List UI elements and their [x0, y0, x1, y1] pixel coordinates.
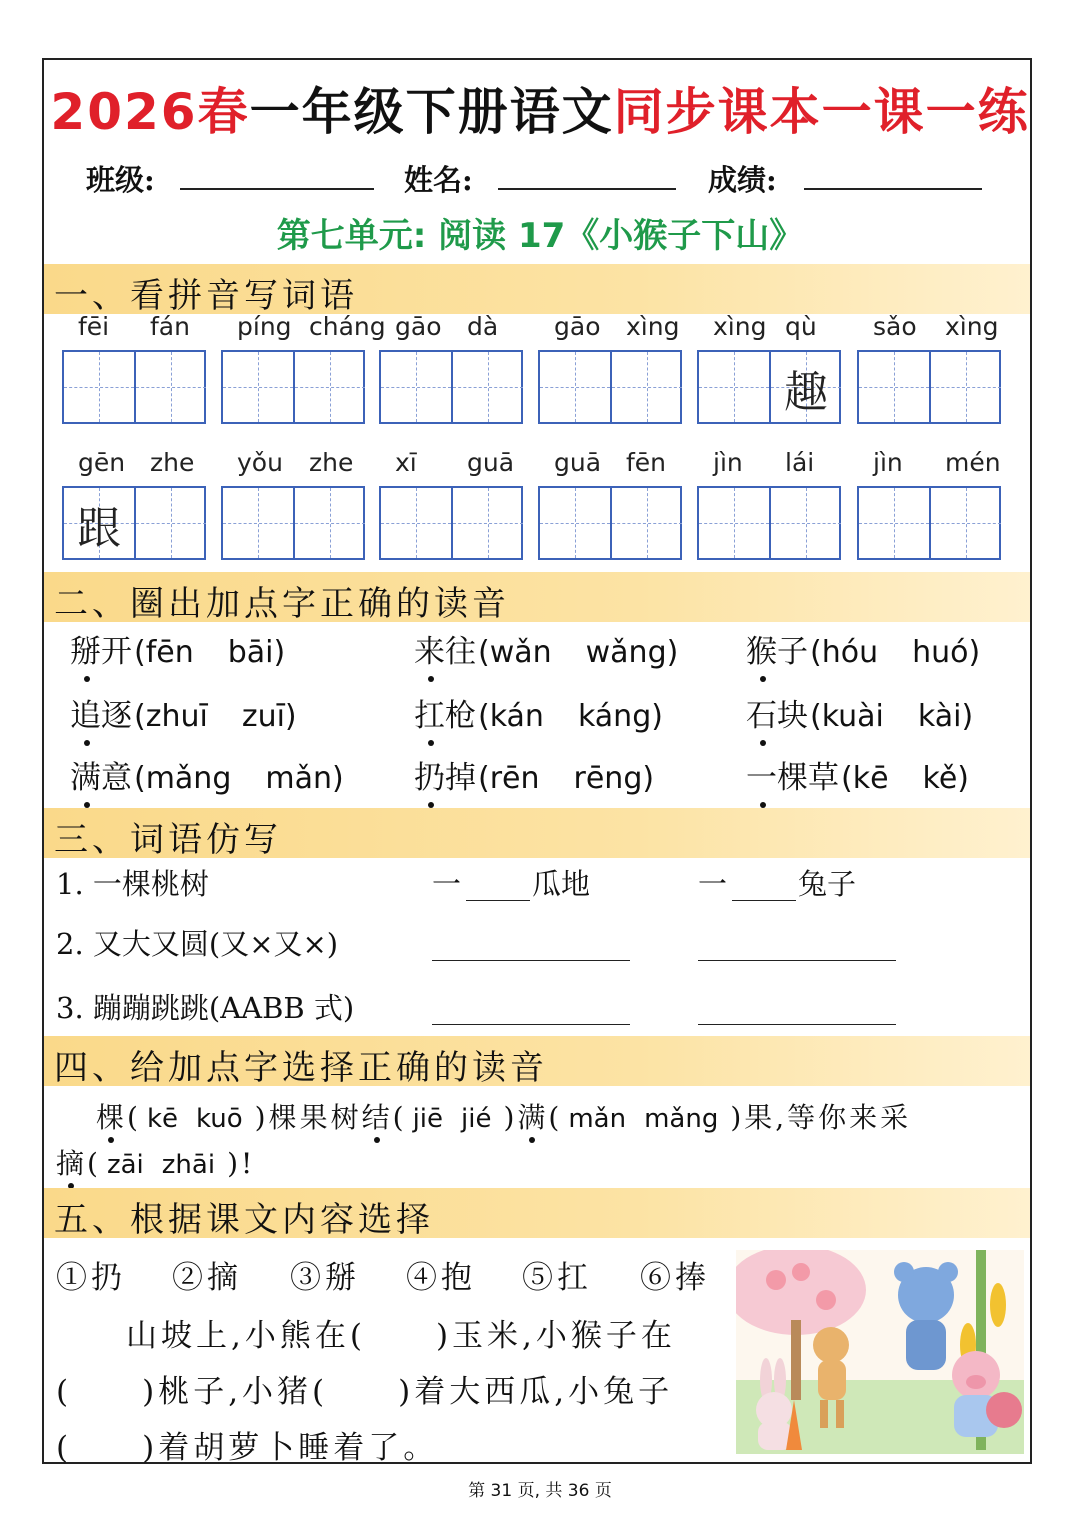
- writing-cell[interactable]: [223, 488, 293, 558]
- cell-guide-v: [488, 352, 489, 422]
- cell-guide-v: [647, 352, 648, 422]
- writing-cell[interactable]: [859, 352, 929, 422]
- q3-item2-blank-1[interactable]: [432, 960, 630, 961]
- writing-grid[interactable]: [221, 486, 365, 560]
- q2-word: 石块: [746, 698, 808, 734]
- q3-item1-c-pre: 一: [698, 867, 728, 901]
- q4-text: (: [87, 1147, 101, 1180]
- writing-cell[interactable]: [64, 352, 134, 422]
- q5-options: [56, 1252, 726, 1296]
- q4-text: )棵果树: [254, 1101, 362, 1134]
- writing-grid[interactable]: [697, 486, 841, 560]
- q2-option-1[interactable]: (zhuī: [134, 699, 208, 734]
- cell-guide-v: [575, 352, 576, 422]
- q2-item: [70, 752, 344, 797]
- q2-word: 猴子: [746, 634, 808, 670]
- q2-option-1[interactable]: (fēn: [134, 635, 194, 670]
- cell-guide-v: [330, 488, 331, 558]
- pinyin-syllable: jìn: [713, 448, 743, 477]
- pinyin-row-2: [0, 448, 1080, 568]
- cell-guide-v: [330, 352, 331, 422]
- q3-item1-b-post: 瓜地: [532, 867, 591, 901]
- cell-guide-v: [894, 488, 895, 558]
- cell-guide-v: [258, 352, 259, 422]
- q2-option-2[interactable]: huó): [912, 635, 981, 670]
- cell-guide-v: [416, 352, 417, 422]
- q2-option-2[interactable]: káng): [577, 699, 663, 734]
- writing-cell[interactable]: [64, 488, 134, 558]
- q4-text: )!: [227, 1147, 256, 1180]
- pinyin-syllable: píng: [237, 312, 292, 341]
- writing-cell[interactable]: [134, 488, 206, 558]
- writing-cell[interactable]: [451, 352, 523, 422]
- unit-subtitle: 第七单元: 阅读 17《小猴子下山》: [276, 216, 804, 256]
- pinyin-row-1: [0, 312, 1080, 432]
- q5-line-2: ( )桃子,小猪( )着大西瓜,小兔子: [56, 1374, 674, 1410]
- q2-item: [414, 626, 678, 671]
- q2-word: 扔掉: [414, 760, 476, 796]
- pinyin-syllable: zhe: [150, 448, 195, 477]
- q3-item1-b-blank[interactable]: [466, 900, 530, 901]
- q4-option[interactable]: zāi: [106, 1150, 144, 1180]
- name-field[interactable]: [498, 188, 676, 190]
- q2-word: 追逐: [70, 698, 132, 734]
- q3-item3-blank-2[interactable]: [698, 1024, 896, 1025]
- pinyin-syllable: guā: [467, 448, 515, 477]
- q4-text: ): [503, 1101, 518, 1134]
- q4-option[interactable]: zhāi: [161, 1150, 216, 1180]
- cell-guide-v: [734, 488, 735, 558]
- story-illustration: [736, 1250, 1024, 1454]
- emphasis-dot: [84, 676, 90, 682]
- writing-cell[interactable]: [769, 488, 841, 558]
- q5-option[interactable]: ③掰: [290, 1260, 360, 1296]
- pinyin-syllable: xìng: [945, 312, 999, 341]
- pinyin-syllable: lái: [785, 448, 815, 477]
- writing-cell[interactable]: [929, 352, 1001, 422]
- q4-option[interactable]: jiē: [412, 1104, 444, 1134]
- q2-option-2[interactable]: bāi): [227, 635, 286, 670]
- q2-option-2[interactable]: wǎng): [585, 635, 679, 670]
- q4-option[interactable]: kē: [146, 1104, 179, 1134]
- q2-item: [746, 752, 969, 797]
- q4-text: (: [548, 1101, 563, 1134]
- writing-cell[interactable]: [859, 488, 929, 558]
- q4-text: 满: [517, 1101, 548, 1134]
- section3-title: 三、词语仿写: [54, 820, 282, 860]
- pinyin-syllable: qù: [785, 312, 817, 341]
- pinyin-syllable: cháng: [309, 312, 386, 341]
- q5-option[interactable]: ⑥捧: [640, 1260, 710, 1296]
- name-label: 姓名:: [404, 163, 473, 197]
- q4-text: (: [127, 1101, 141, 1134]
- cell-character: 趣: [784, 367, 828, 418]
- cell-guide-v: [647, 488, 648, 558]
- q4-line-2: [56, 1142, 255, 1182]
- pinyin-syllable: mén: [945, 448, 1001, 477]
- q3-item3-blank-1[interactable]: [432, 1024, 630, 1025]
- writing-cell[interactable]: [381, 352, 451, 422]
- writing-grid[interactable]: [379, 350, 523, 424]
- q5-option[interactable]: ①扔: [56, 1260, 126, 1296]
- q4-text: 摘: [56, 1147, 87, 1180]
- writing-cell[interactable]: [293, 488, 365, 558]
- page-footer: 第 31 页, 共 36 页: [468, 1481, 612, 1501]
- writing-cell[interactable]: [134, 352, 206, 422]
- q2-option-1[interactable]: (mǎng: [134, 761, 232, 796]
- q2-word: 满意: [70, 760, 132, 796]
- pinyin-syllable: xī: [395, 448, 417, 477]
- writing-grid[interactable]: [857, 350, 1001, 424]
- writing-cell[interactable]: [451, 488, 523, 558]
- writing-grid[interactable]: [62, 486, 206, 560]
- writing-cell[interactable]: [223, 352, 293, 422]
- writing-grid[interactable]: [857, 486, 1001, 560]
- cell-guide-v: [171, 352, 172, 422]
- pinyin-syllable: jìn: [873, 448, 903, 477]
- emphasis-dot: [760, 740, 766, 746]
- pinyin-syllable: gāo: [554, 312, 601, 341]
- writing-cell[interactable]: [699, 488, 769, 558]
- q2-item: [70, 626, 285, 671]
- cell-guide-v: [966, 488, 967, 558]
- q2-option-1[interactable]: (kē: [841, 761, 889, 796]
- q4-option[interactable]: mǎng: [644, 1104, 719, 1134]
- writing-grid[interactable]: [538, 350, 682, 424]
- writing-cell[interactable]: [769, 352, 841, 422]
- q5-line-3: ( )着胡萝卜睡着了。: [56, 1430, 439, 1466]
- writing-grid[interactable]: [697, 350, 841, 424]
- class-field[interactable]: [180, 188, 374, 190]
- emphasis-dot: [84, 740, 90, 746]
- q2-item: [414, 752, 654, 797]
- emphasis-dot: [374, 1137, 380, 1143]
- q2-item: [414, 690, 663, 735]
- q2-option-2[interactable]: mǎn): [265, 761, 344, 796]
- pinyin-syllable: yǒu: [237, 448, 283, 477]
- pinyin-syllable: guā: [554, 448, 602, 477]
- score-field[interactable]: [804, 188, 982, 190]
- q5-option[interactable]: ⑤扛: [522, 1260, 592, 1296]
- page-title: [0, 72, 1080, 144]
- q4-text: 结: [362, 1101, 393, 1134]
- q2-option-1[interactable]: (wǎn: [478, 635, 552, 670]
- q3-item1: 1. 一棵桃树: [56, 867, 209, 901]
- q5-line-1: 山坡上,小熊在( )玉米,小猴子在: [126, 1318, 676, 1354]
- q3-item1-c-blank[interactable]: [732, 900, 796, 901]
- q3-item1-b-pre: 一: [432, 867, 462, 901]
- q2-word: 来往: [414, 634, 476, 670]
- q4-option[interactable]: jié: [461, 1104, 492, 1134]
- q4-text: )果,等你来采: [730, 1101, 912, 1134]
- writing-cell[interactable]: [610, 488, 682, 558]
- q4-option[interactable]: kuō: [196, 1104, 243, 1134]
- score-label: 成绩:: [708, 163, 777, 197]
- section1-title: 一、看拼音写词语: [54, 276, 358, 316]
- q2-option-1[interactable]: (rēn: [478, 761, 540, 796]
- cell-guide-v: [734, 352, 735, 422]
- pinyin-syllable: fēn: [626, 448, 667, 477]
- q3-item2: 2. 又大又圆(又×又×): [56, 927, 339, 961]
- q2-word: 掰开: [70, 634, 132, 670]
- cell-guide-v: [966, 352, 967, 422]
- writing-cell[interactable]: [540, 488, 610, 558]
- writing-cell[interactable]: [610, 352, 682, 422]
- q2-option-1[interactable]: (hóu: [810, 635, 879, 670]
- pinyin-syllable: dà: [467, 312, 499, 341]
- writing-cell[interactable]: [699, 352, 769, 422]
- q2-option-2[interactable]: kài): [917, 699, 974, 734]
- title-book: 一年级下册语文: [249, 83, 614, 141]
- pinyin-syllable: gāo: [395, 312, 442, 341]
- writing-grid[interactable]: [538, 486, 682, 560]
- title-series: 同步课本一课一练: [613, 83, 1030, 141]
- q2-word: 一棵草: [746, 760, 839, 796]
- q2-option-2[interactable]: zuī): [241, 699, 297, 734]
- cell-guide-v: [575, 488, 576, 558]
- cell-guide-v: [171, 488, 172, 558]
- writing-grid[interactable]: [221, 350, 365, 424]
- emphasis-dot: [760, 676, 766, 682]
- emphasis-dot: [428, 740, 434, 746]
- section5-title: 五、根据课文内容选择: [54, 1200, 434, 1240]
- class-label: 班级:: [86, 163, 155, 197]
- q3-item3: 3. 蹦蹦跳跳(AABB 式): [56, 991, 355, 1025]
- cell-guide-v: [806, 488, 807, 558]
- q2-option-2[interactable]: kě): [922, 761, 970, 796]
- q2-option-1[interactable]: (kuài: [810, 699, 884, 734]
- q4-option[interactable]: mǎn: [568, 1104, 627, 1134]
- q3-item2-blank-2[interactable]: [698, 960, 896, 961]
- pinyin-syllable: xìng: [713, 312, 767, 341]
- cell-guide-v: [416, 488, 417, 558]
- pinyin-syllable: sǎo: [873, 312, 917, 341]
- cell-guide-v: [894, 352, 895, 422]
- q3-item1-c-post: 兔子: [798, 867, 857, 901]
- q4-text: 棵: [96, 1101, 127, 1134]
- pinyin-syllable: zhe: [309, 448, 354, 477]
- cell-guide-v: [258, 488, 259, 558]
- writing-cell[interactable]: [381, 488, 451, 558]
- section2-title: 二、圈出加点字正确的读音: [54, 584, 510, 624]
- q2-list: [0, 620, 1080, 810]
- q2-item: [746, 690, 973, 735]
- pinyin-syllable: fán: [150, 312, 190, 341]
- q2-item: [746, 626, 980, 671]
- q2-option-1[interactable]: (kán: [478, 699, 544, 734]
- pinyin-syllable: gēn: [78, 448, 126, 477]
- writing-cell[interactable]: [929, 488, 1001, 558]
- writing-grid[interactable]: [379, 486, 523, 560]
- q2-word: 扛枪: [414, 698, 476, 734]
- q4-text: (: [392, 1101, 407, 1134]
- q5-option[interactable]: ②摘: [172, 1260, 242, 1296]
- writing-cell[interactable]: [540, 352, 610, 422]
- emphasis-dot: [428, 676, 434, 682]
- cell-guide-v: [99, 352, 100, 422]
- title-year: 2026春: [50, 83, 250, 141]
- writing-cell[interactable]: [293, 352, 365, 422]
- q2-item: [70, 690, 297, 735]
- pinyin-syllable: xìng: [626, 312, 680, 341]
- q4-line-1: [96, 1096, 911, 1136]
- cell-character: 跟: [77, 503, 121, 554]
- cell-guide-v: [488, 488, 489, 558]
- writing-grid[interactable]: [62, 350, 206, 424]
- pinyin-syllable: fēi: [78, 312, 110, 341]
- q5-option[interactable]: ④抱: [406, 1260, 476, 1296]
- q2-option-2[interactable]: rēng): [573, 761, 655, 796]
- section4-title: 四、给加点字选择正确的读音: [54, 1048, 548, 1088]
